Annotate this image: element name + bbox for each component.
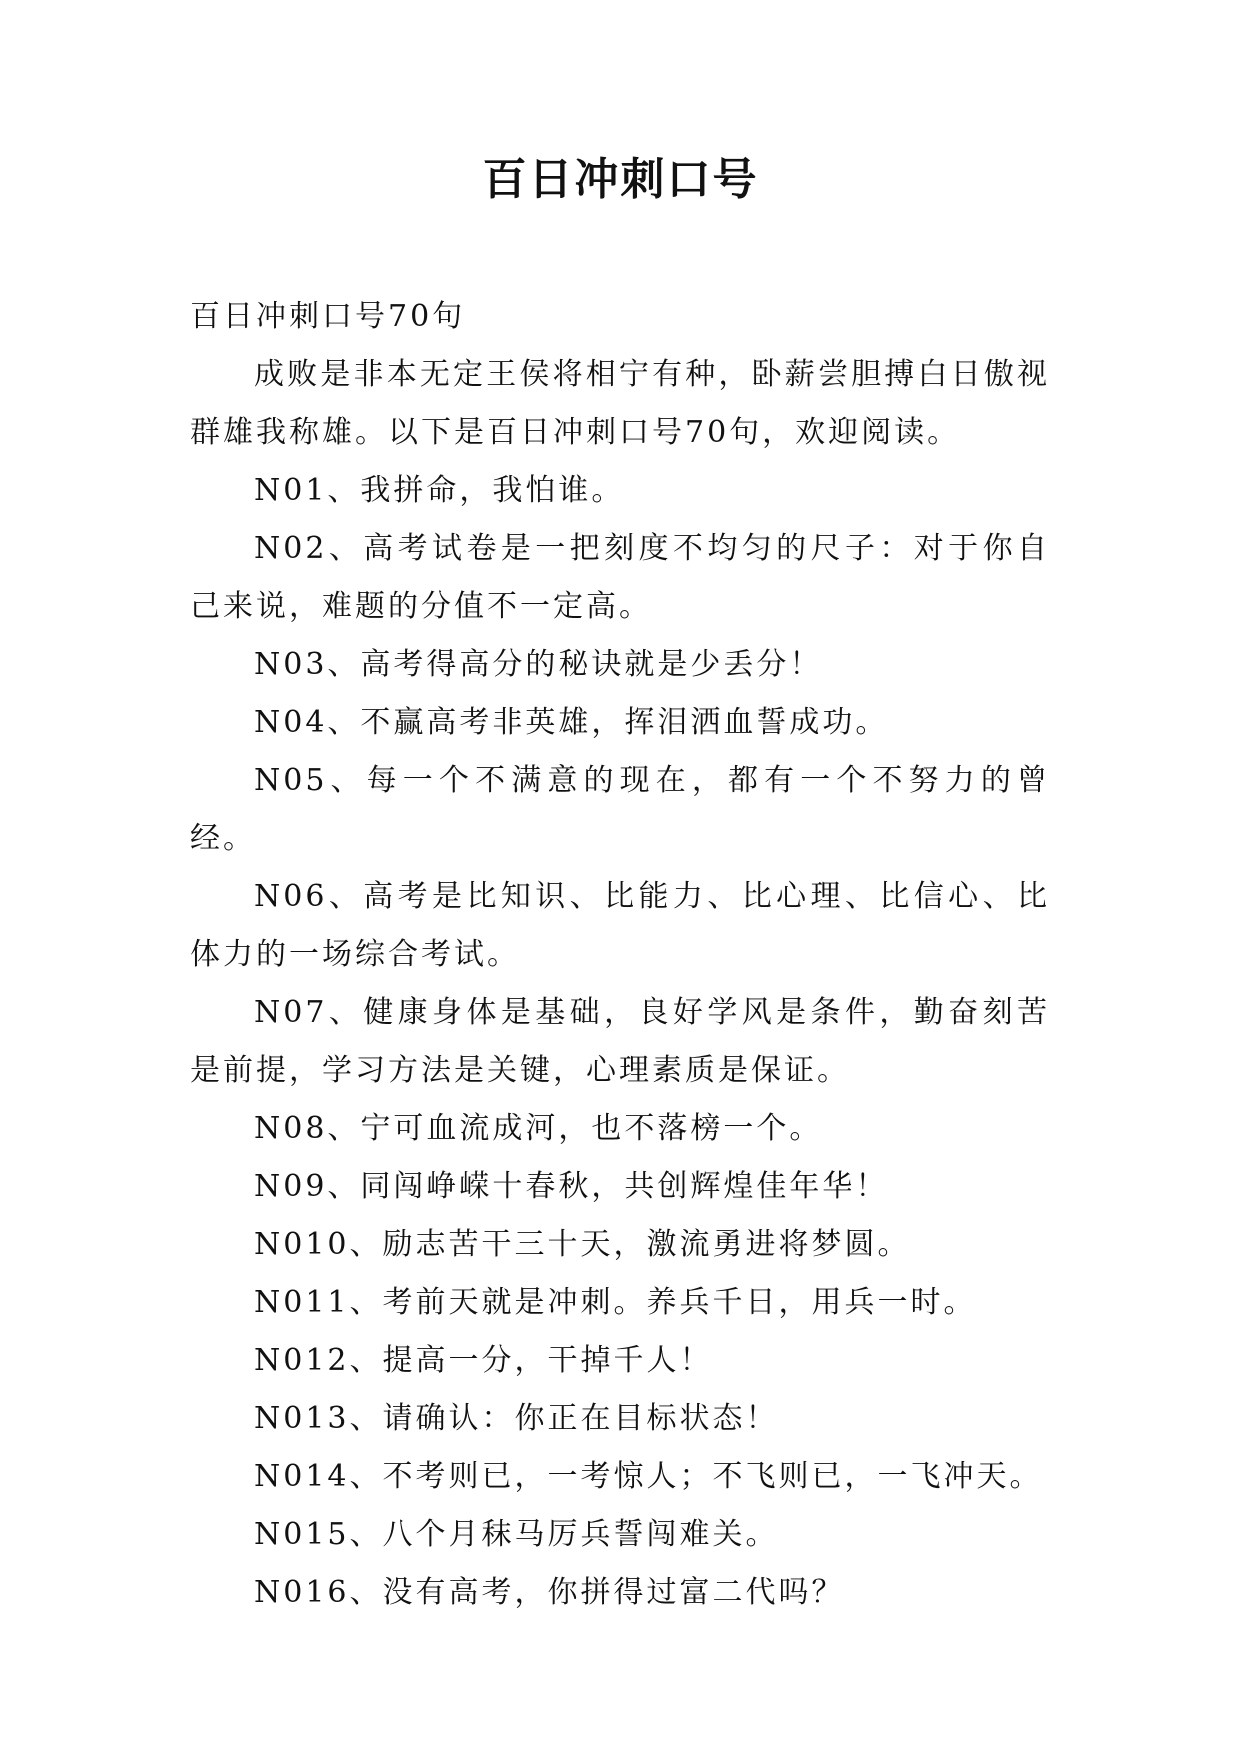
slogan-item: N06、高考是比知识、比能力、比心理、比信心、比体力的一场综合考试。 bbox=[190, 879, 1050, 972]
slogan-item: N05、每一个不满意的现在，都有一个不努力的曾经。 bbox=[190, 763, 1050, 856]
slogan-item: N016、没有高考，你拼得过富二代吗？ bbox=[254, 1575, 845, 1610]
document-body bbox=[190, 288, 1050, 1622]
slogan-item: N014、不考则已，一考惊人；不飞则已，一飞冲天。 bbox=[254, 1459, 1043, 1494]
slogan-item: N08、宁可血流成河，也不落榜一个。 bbox=[254, 1111, 823, 1146]
slogan-item: N012、提高一分，干掉千人！ bbox=[254, 1343, 713, 1378]
slogan-item: N010、励志苦干三十天，激流勇进将梦圆。 bbox=[254, 1227, 911, 1262]
slogan-item: N07、健康身体是基础，良好学风是条件，勤奋刻苦是前提，学习方法是关键，心理素质是保证。 bbox=[190, 995, 1050, 1088]
slogan-item: N02、高考试卷是一把刻度不均匀的尺子：对于你自己来说，难题的分值不一定高。 bbox=[190, 531, 1050, 624]
slogan-item: N09、同闯峥嵘十春秋，共创辉煌佳年华！ bbox=[254, 1169, 889, 1204]
document-subtitle: 百日冲刺口号70句 bbox=[190, 299, 466, 334]
slogan-item: N015、八个月秣马厉兵誓闯难关。 bbox=[254, 1517, 779, 1552]
slogan-item: N04、不赢高考非英雄，挥泪洒血誓成功。 bbox=[254, 705, 889, 740]
intro-paragraph: 成败是非本无定王侯将相宁有种，卧薪尝胆搏白日傲视群雄我称雄。以下是百日冲刺口号70句，欢迎阅读。 bbox=[190, 357, 1050, 450]
slogan-item: N011、考前天就是冲刺。养兵千日，用兵一时。 bbox=[254, 1285, 977, 1320]
document-title: 百日冲刺口号 bbox=[482, 154, 759, 205]
slogan-item: N013、请确认：你正在目标状态！ bbox=[254, 1401, 779, 1436]
slogan-item: N01、我拼命，我怕谁。 bbox=[254, 473, 625, 508]
slogan-item: N03、高考得高分的秘诀就是少丢分！ bbox=[254, 647, 823, 682]
